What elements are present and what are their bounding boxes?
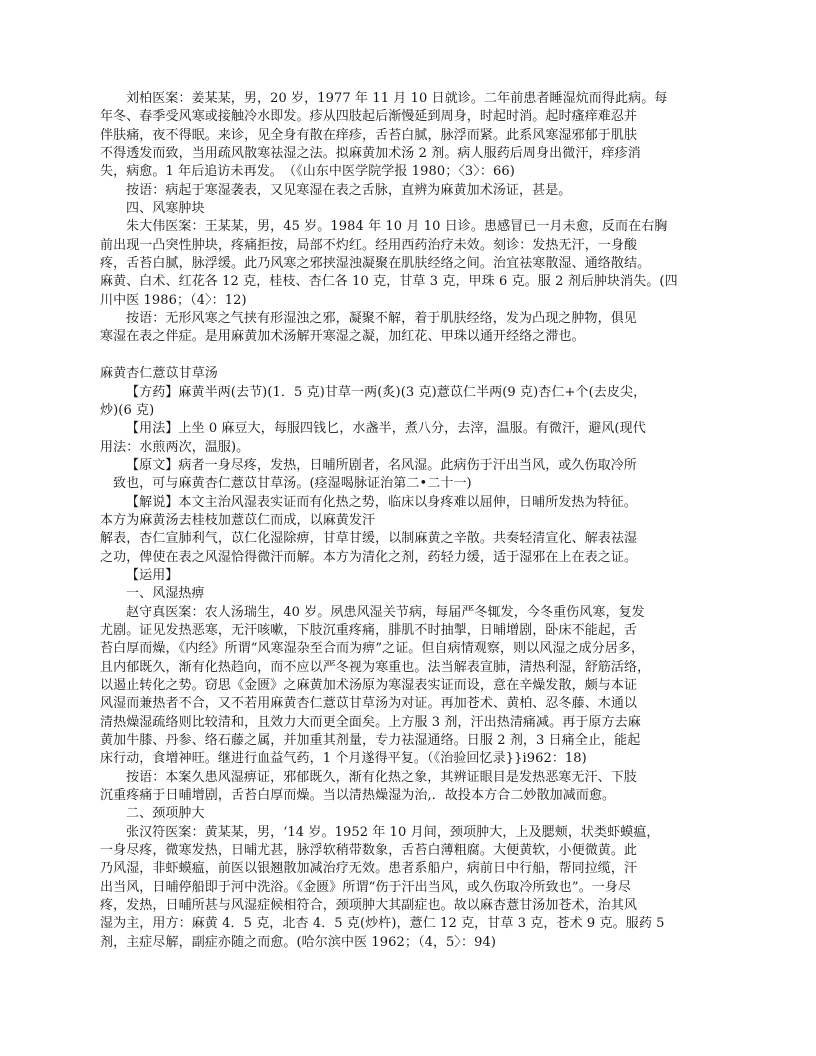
text-line: 本方为麻黄汤去桂枝加薏苡仁而成，以麻黄发汗 bbox=[100, 512, 376, 528]
text-line: 【解说】本文主治风湿表实证而有化热之势，临床以身疼难以屈伸，日晡所发热为特征。 bbox=[126, 494, 637, 510]
text-line: 麻黄、白术、红花各 12 克，桂枝、杏仁各 10 克，甘草 3 克，甲珠 6 克。服 2 剂后肿块消失。(四 bbox=[100, 274, 678, 290]
text-line: 乃风湿，非虾蟆瘟，前医以银翘散加减治疗无效。患者系船户，病前日中行船，帮同拉缆，汗 bbox=[100, 861, 638, 877]
text-line: 用法：水煎两次，温服)。 bbox=[100, 439, 250, 455]
text-line: 寒湿在表之伴症。是用麻黄加术汤解开寒湿之凝，加红花、甲珠以通开经络之滞也。 bbox=[100, 329, 585, 345]
text-line: 剂，主症尽解，副症亦随之而愈。(哈尔滨中医 1962；（4，5〉：94) bbox=[100, 934, 497, 950]
blank-line bbox=[100, 347, 720, 365]
text-line: 【运用】 bbox=[126, 567, 179, 583]
text-line: 前出现一凸突性肿块，疼痛拒按，局部不灼红。经用西药治疗未效。刻诊：发热无汗，一身酸 bbox=[100, 237, 638, 253]
text-line: 清热燥湿疏络则比较清和，且效力大而更全面矣。上方服 3 剂，汗出热清痛减。再于原方去麻 bbox=[100, 714, 641, 730]
text-line: 失，病愈。1 年后追访未再发。 （《山东中医学院学报 1980；〈3〉：66) bbox=[100, 164, 515, 180]
text-line: 之功，俾使在表之风湿恰得微汗而解。本方为清化之剂，药轻力缓，适于湿邪在上在表之证。 bbox=[100, 549, 638, 565]
text-line: 不得透发而致，当用疏风散寒祛湿之法。拟麻黄加术汤 2 剂。病人服药后周身出微汗，痒疹消 bbox=[100, 146, 641, 162]
text-line: 【方药】麻黄半两(去节)(1．5 克)甘草一两(炙)(3 克)薏苡仁半两(9 克)杏仁+个(去皮尖， bbox=[126, 384, 647, 400]
text-line: 炒)(6 克) bbox=[100, 402, 155, 418]
text-line: 年冬、春季受风寒或接触冷水即发。疹从四肢起后渐慢延到周身，时起时消。起时瘙痒难忍并 bbox=[100, 109, 638, 125]
text-line: 黄加牛膝、丹参、络石藤之属，并加重其剂量，专力祛湿通络。日服 2 剂，3 日痛全止，能起 bbox=[100, 733, 641, 749]
text-line: 赵守真医案：农人汤瑞生，40 岁。夙患风湿关节病，每届严冬辄发，今冬重伤风寒，复发 bbox=[126, 604, 645, 620]
formula-title: 麻黄杏仁薏苡甘草汤 bbox=[100, 366, 218, 382]
section-heading: 一、风湿热痹 bbox=[126, 586, 205, 602]
text-line: 床行动，食增神旺。继进行血益气药，1 个月遂得平复。（《治验回忆录}}i962：18) bbox=[100, 751, 587, 767]
text-line: 解表，杏仁宣肺利气，苡仁化湿除痹，甘草甘缓，以制麻黄之辛散。共奏轻清宣化、解表祛湿 bbox=[100, 531, 638, 547]
text-line: 出当风，日晡停船即于河中洗浴。《金匮》所谓“伤于汗出当风，或久伤取冷所致也”。一身尽 bbox=[100, 879, 631, 895]
annotation-line: 按语：病起于寒湿袭表，又见寒湿在表之舌脉，直辨为麻黄加术汤证，甚是。 bbox=[126, 182, 572, 198]
text-line: 风湿而兼热者不合，又不若用麻黄杏仁薏苡甘草汤为对证。再加苍术、黄柏、忍冬藤、木通以 bbox=[100, 696, 638, 712]
annotation-line: 按语：无形风寒之气挟有形湿浊之邪，凝聚不解，着于肌肤经络，发为凸现之肿物，俱见 bbox=[126, 311, 637, 327]
text-line: 以遏止转化之势。窃思《金匮》之麻黄加术汤原为寒湿表实证而设，意在辛燥发散，颇与本证 bbox=[100, 678, 638, 693]
text-line: 张汉符医案：黄某某，男，‘14 岁。1952 年 10 月间，颈项肿大，上及腮颊，状类虾蟆瘟， bbox=[126, 824, 660, 840]
text-line: 朱大伟医案：王某某，男，45 岁。1984 年 10 月 10 日诊。患感冒已一月未愈，反而在右胸 bbox=[126, 219, 668, 235]
text-line: 苔白厚而燥，《内经》所谓“风寒湿杂至合而为痹”之证。但自病情观察，则以风湿之成分居多， bbox=[100, 641, 645, 657]
text-line: 【用法】上坐 0 麻豆大，每服四钱匕，水盏半，煮八分，去滓，温服。有微汗，避风(现代 bbox=[126, 421, 646, 437]
text-line: 一身尽疼，微寒发热，日晡尤甚，脉浮软稍带数象，舌苔白薄粗腐。大便黄软，小便微黄。此 bbox=[100, 843, 638, 859]
text-line: 湿为主，用方：麻黄 4．5 克，北杏 4．5 克(炒杵)，薏仁 12 克，甘草 3 克，苍术 9 克。服药 5 bbox=[100, 916, 665, 932]
text-line: 尤剧。证见发热恶寒，无汗咳嗽，下肢沉重疼痛，腓肌不时抽掣，日晡增剧，卧床不能起，舌 bbox=[100, 622, 638, 638]
text-line: 致也，可与麻黄杏仁薏苡甘草汤。(痉湿喝脉证治第二•二十一) bbox=[113, 476, 472, 492]
text-line: 川中医 1986；（4〉：12) bbox=[100, 292, 247, 308]
text-line: 刘柏医案：姜某某，男，20 岁，1977 年 11 月 10 日就诊。二年前患者睡湿炕而得此病。每 bbox=[126, 91, 668, 106]
section-heading: 二、颈项肿大 bbox=[126, 806, 205, 822]
text-line: 且内郁既久，渐有化热趋向，而不应以严冬视为寒重也。法当解表宣肺，清热利湿，舒筋活络， bbox=[100, 659, 651, 675]
text-line: 【原文】病者一身尽疼，发热，日晡所剧者，名风湿。此病伤于汗出当风，或久伤取冷所 bbox=[126, 457, 637, 473]
section-heading: 四、风寒肿块 bbox=[126, 201, 205, 217]
text-line: 伴肤痛，夜不得眠。来诊，见全身有散在痒疹，舌苔白腻，脉浮而紧。此系风寒湿邪郁于肌肤 bbox=[100, 127, 638, 143]
text-line: 疼，发热，日晡所甚与风湿症候相符合，颈项肿大其副症也。故以麻杏薏甘汤加苍术，治其风 bbox=[100, 898, 638, 914]
document-body bbox=[100, 90, 720, 952]
text-line: 疼，舌苔白腻，脉浮缓。此乃风寒之邪挟湿浊凝聚在肌肤经络之间。治宜祛寒散湿、通络散结。 bbox=[100, 256, 651, 272]
text-line: 沉重疼痛于日晡增剧，舌苔白厚而燥。当以清热燥湿为治,．故投本方合二妙散加减而愈。 bbox=[100, 788, 616, 804]
annotation-line: 按语：本案久患风湿痹证，邪郁既久，渐有化热之象，其辨证眼目是发热恶寒无汗、下肢 bbox=[126, 769, 637, 785]
